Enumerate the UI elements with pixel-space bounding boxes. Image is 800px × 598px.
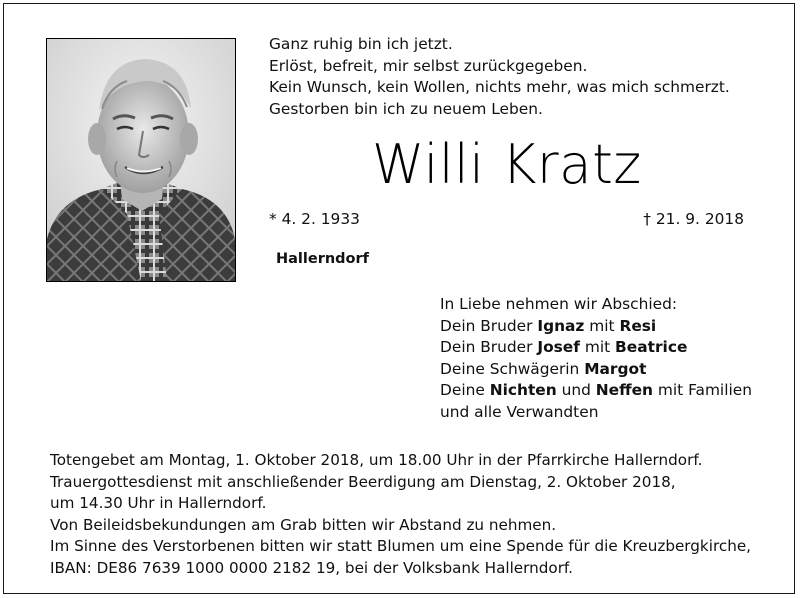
text: mit Familien (652, 381, 752, 399)
footer-line: Im Sinne des Verstorbenen bitten wir statt Blumen um eine Spende für die Kreuzbergkirche, (50, 537, 751, 555)
text: Deine Schwägerin (440, 359, 585, 378)
mourner-name: Beatrice (615, 338, 688, 356)
text: mit (579, 338, 616, 356)
poem (269, 34, 730, 120)
text: mit (584, 316, 620, 335)
footer-line: Trauergottesdienst mit anschließender Beerdigung am Dienstag, 2. Oktober 2018, (50, 472, 676, 491)
footer-line: Totengebet am Montag, 1. Oktober 2018, um 18.00 Uhr in der Pfarrkirche Hallerndorf. (50, 451, 703, 469)
poem-line: Ganz ruhig bin ich jetzt. (269, 35, 453, 53)
death-date: † 21. 9. 2018 (643, 210, 744, 228)
mourner-name: Ignaz (537, 316, 585, 335)
mourner-line: und alle Verwandten (440, 402, 599, 421)
hometown: Hallerndorf (276, 251, 369, 267)
mourner-name: Josef (537, 338, 580, 356)
mourners-intro: In Liebe nehmen wir Abschied: (440, 295, 678, 313)
poem-line: Gestorben bin ich zu neuem Leben. (269, 99, 543, 118)
service-info (50, 450, 751, 579)
mourners-list (440, 294, 752, 423)
text: Deine (440, 381, 490, 399)
text: Dein Bruder (440, 338, 538, 356)
text: und (556, 381, 596, 399)
footer-line: um 14.30 Uhr in Hallerndorf. (50, 494, 267, 512)
text: Dein Bruder (440, 316, 538, 335)
mourner-name: Neffen (595, 381, 653, 399)
footer-line: Von Beileidsbekundungen am Grab bitten wir Abstand zu nehmen. (50, 515, 557, 534)
mourner-name: Nichten (489, 381, 557, 399)
mourner-line (440, 359, 752, 381)
birth-date: * 4. 2. 1933 (269, 210, 360, 228)
mourner-line (440, 337, 752, 359)
mourner-line (440, 316, 752, 338)
deceased-name: Willi Kratz (372, 133, 642, 196)
poem-line: Kein Wunsch, kein Wollen, nichts mehr, was mich schmerzt. (269, 78, 730, 96)
mourner-name: Margot (584, 359, 647, 378)
obituary-frame (3, 3, 795, 594)
footer-line: IBAN: DE86 7639 1000 0000 2182 19, bei der Volksbank Hallerndorf. (50, 558, 574, 577)
portrait-photo (46, 38, 236, 282)
poem-line: Erlöst, befreit, mir selbst zurückgegeben. (269, 56, 588, 75)
mourner-name: Resi (619, 316, 657, 335)
mourner-line (440, 380, 752, 402)
